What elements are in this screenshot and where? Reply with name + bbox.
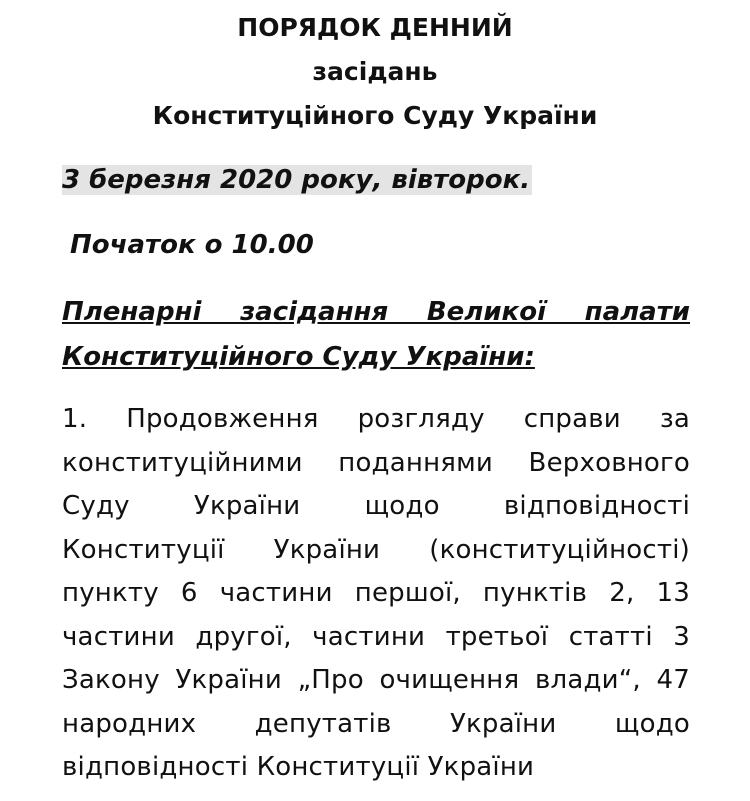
agenda-title: ПОРЯДОК ДЕННИЙ — [237, 13, 513, 42]
start-time: Початок о 10.00 — [70, 230, 314, 260]
session-date — [62, 161, 532, 199]
session-date-text: 3 березня 2020 року, вівторок. — [62, 165, 531, 195]
agenda-item-1: 1. Продовження розгляду справи за конституційними поданнями Верховного Суду України щодо відповідності Конституції України (конституційності) пункту 6 частини першої, пунктів 2, 13 частини другої, частини третьої статті 3 Закону України „Про очищення влади“, 47 народних депутатів України щодо відповідності Конституції України — [62, 404, 690, 782]
court-name: Конституційного Суду України — [152, 101, 598, 130]
section-title: Пленарні засідання Великої палати Конституційного Суду України: — [62, 297, 690, 372]
document-header — [0, 6, 750, 138]
agenda-subtitle: засідань — [312, 57, 438, 86]
